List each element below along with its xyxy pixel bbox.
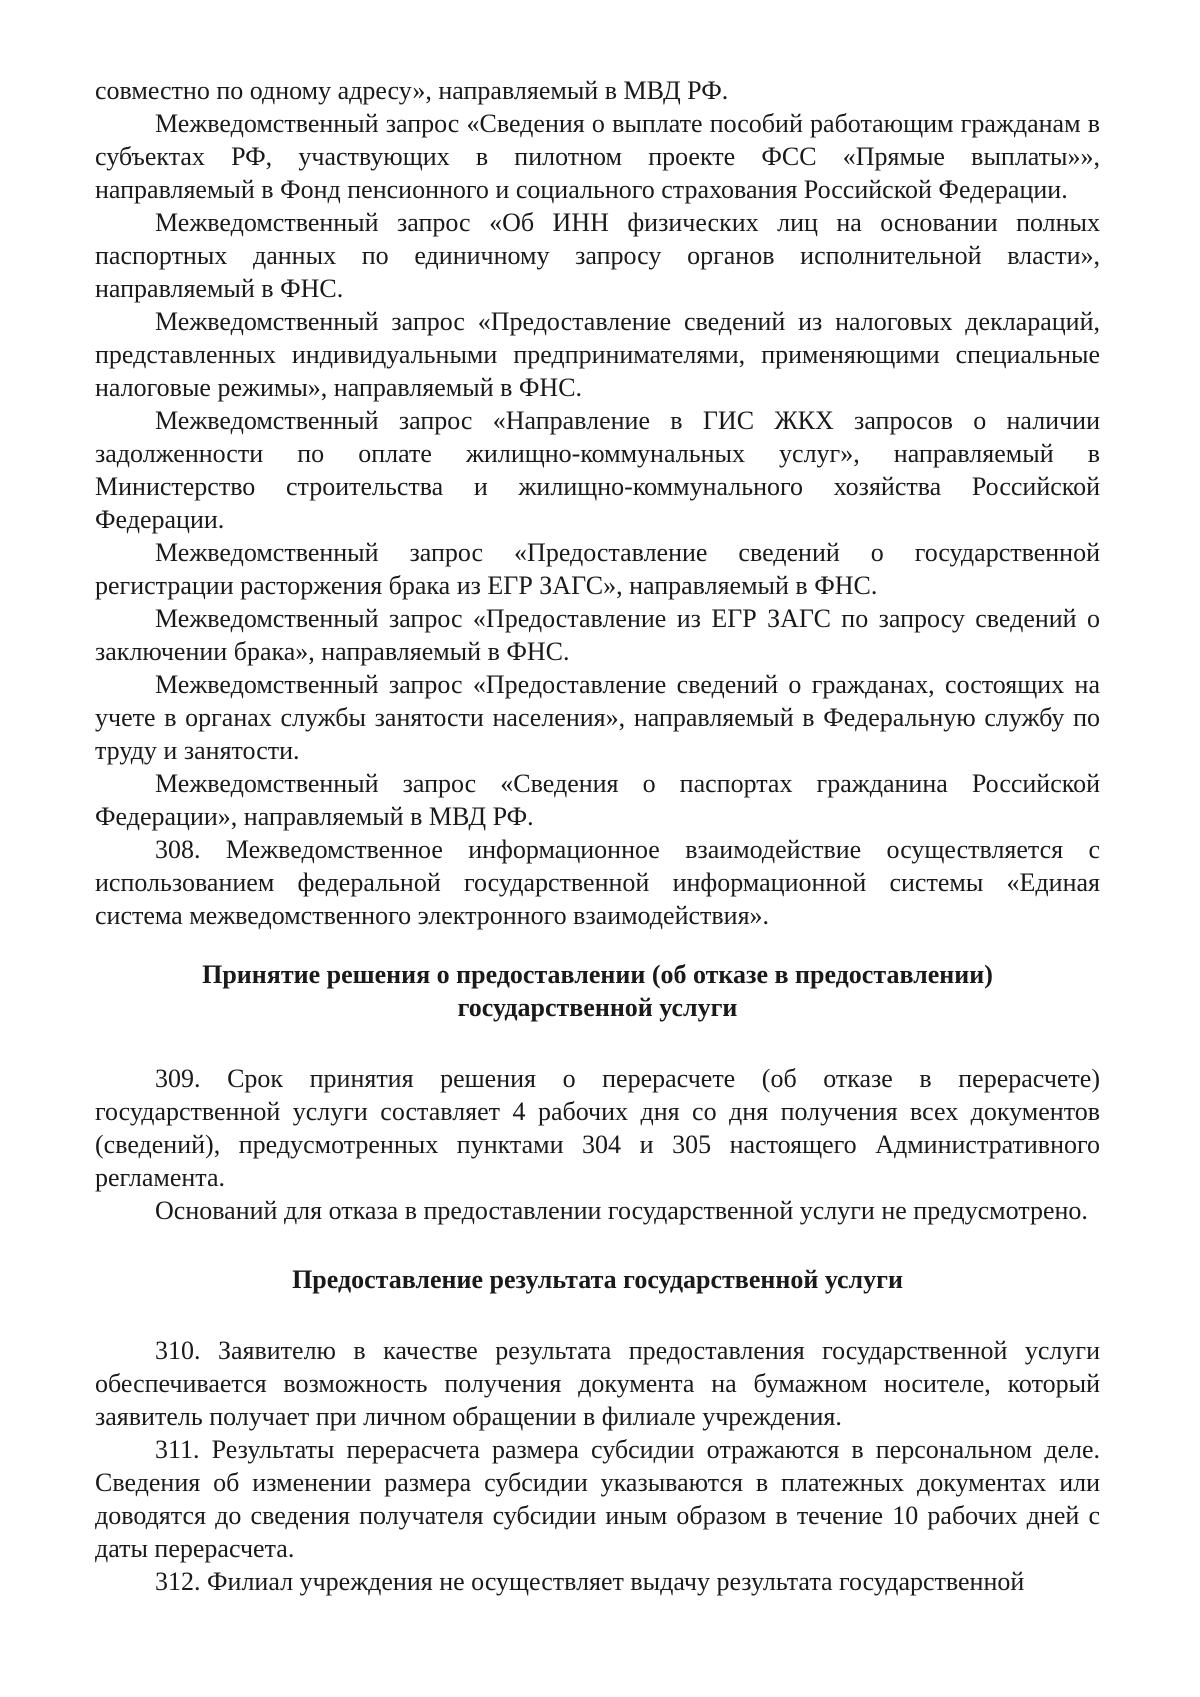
paragraph-request-passport: Межведомственный запрос «Сведения о паспортах гражданина Российской Федерации», направляемый в МВД РФ. <box>95 769 1100 831</box>
paragraph-group-top <box>95 74 1100 932</box>
section-heading-decision-line-2: государственной услуги <box>457 993 738 1022</box>
paragraph-group-bottom <box>95 1334 1100 1598</box>
paragraph-308: 308. Межведомственное информационное взаимодействие осуществляется с использованием федеральной государственной информационной системы «Единая система межведомственного электронного взаимодействия». <box>95 835 1100 930</box>
paragraph-request-divorce: Межведомственный запрос «Предоставление сведений о государственной регистрации расторжения брака из ЕГР ЗАГС», направляемый в ФНС. <box>95 538 1100 600</box>
paragraph-311: 311. Результаты перерасчета размера субсидии отражаются в персональном деле. Сведения об изменении размера субсидии указываются в платежных документах или доводятся до сведения получателя субсидии иным образом в течение 10 рабочих дней с даты перерасчета. <box>95 1435 1100 1563</box>
paragraph-request-gis-zhkh: Межведомственный запрос «Направление в ГИС ЖКХ запросов о наличии задолженности по оплате жилищно-коммунальных услуг», направляемый в Министерство строительства и жилищно-коммунального хозяйства Российской Федерации. <box>95 406 1100 534</box>
paragraph-group-middle <box>95 1062 1100 1227</box>
paragraph-request-marriage: Межведомственный запрос «Предоставление из ЕГР ЗАГС по запросу сведений о заключении брака», направляемый в ФНС. <box>95 604 1100 666</box>
paragraph-312: 312. Филиал учреждения не осуществляет выдачу результата государственной <box>155 1567 1025 1596</box>
section-heading-result: Предоставление результата государственной услуги <box>292 1265 903 1294</box>
paragraph-request-inn: Межведомственный запрос «Об ИНН физических лиц на основании полных паспортных данных по единичному запросу органов исполнительной власти», направляемый в ФНС. <box>95 208 1100 303</box>
paragraph-310: 310. Заявителю в качестве результата предоставления государственной услуги обеспечивается возможность получения документа на бумажном носителе, который заявитель получает при личном обращении в филиале учреждения. <box>95 1336 1100 1431</box>
paragraph-request-fss: Межведомственный запрос «Сведения о выплате пособий работающим гражданам в субъектах РФ, участвующих в пилотном проекте ФСС «Прямые выплаты»», направляемый в Фонд пенсионного и социального страхования Российской Федерации. <box>95 109 1100 204</box>
paragraph-request-tax-declarations: Межведомственный запрос «Предоставление сведений из налоговых деклараций, представленных индивидуальными предпринимателями, применяющими специальные налоговые режимы», направляемый в ФНС. <box>95 307 1100 402</box>
section-heading-decision-line-1: Принятие решения о предоставлении (об отказе в предоставлении) <box>202 960 993 989</box>
section-heading-decision <box>95 958 1100 1024</box>
paragraph-request-employment: Межведомственный запрос «Предоставление сведений о гражданах, состоящих на учете в органах службы занятости населения», направляемый в Федеральную службу по труду и занятости. <box>95 670 1100 765</box>
paragraph-309: 309. Срок принятия решения о перерасчете (об отказе в перерасчете) государственной услуги составляет 4 рабочих дня со дня получения всех документов (сведений), предусмотренных пунктами 304 и 305 настоящего Административного регламента. <box>95 1064 1100 1192</box>
paragraph-no-refusal-grounds: Оснований для отказа в предоставлении государственной услуги не предусмотрено. <box>155 1196 1088 1225</box>
paragraph-continuation: совместно по одному адресу», направляемый в МВД РФ. <box>95 76 729 105</box>
